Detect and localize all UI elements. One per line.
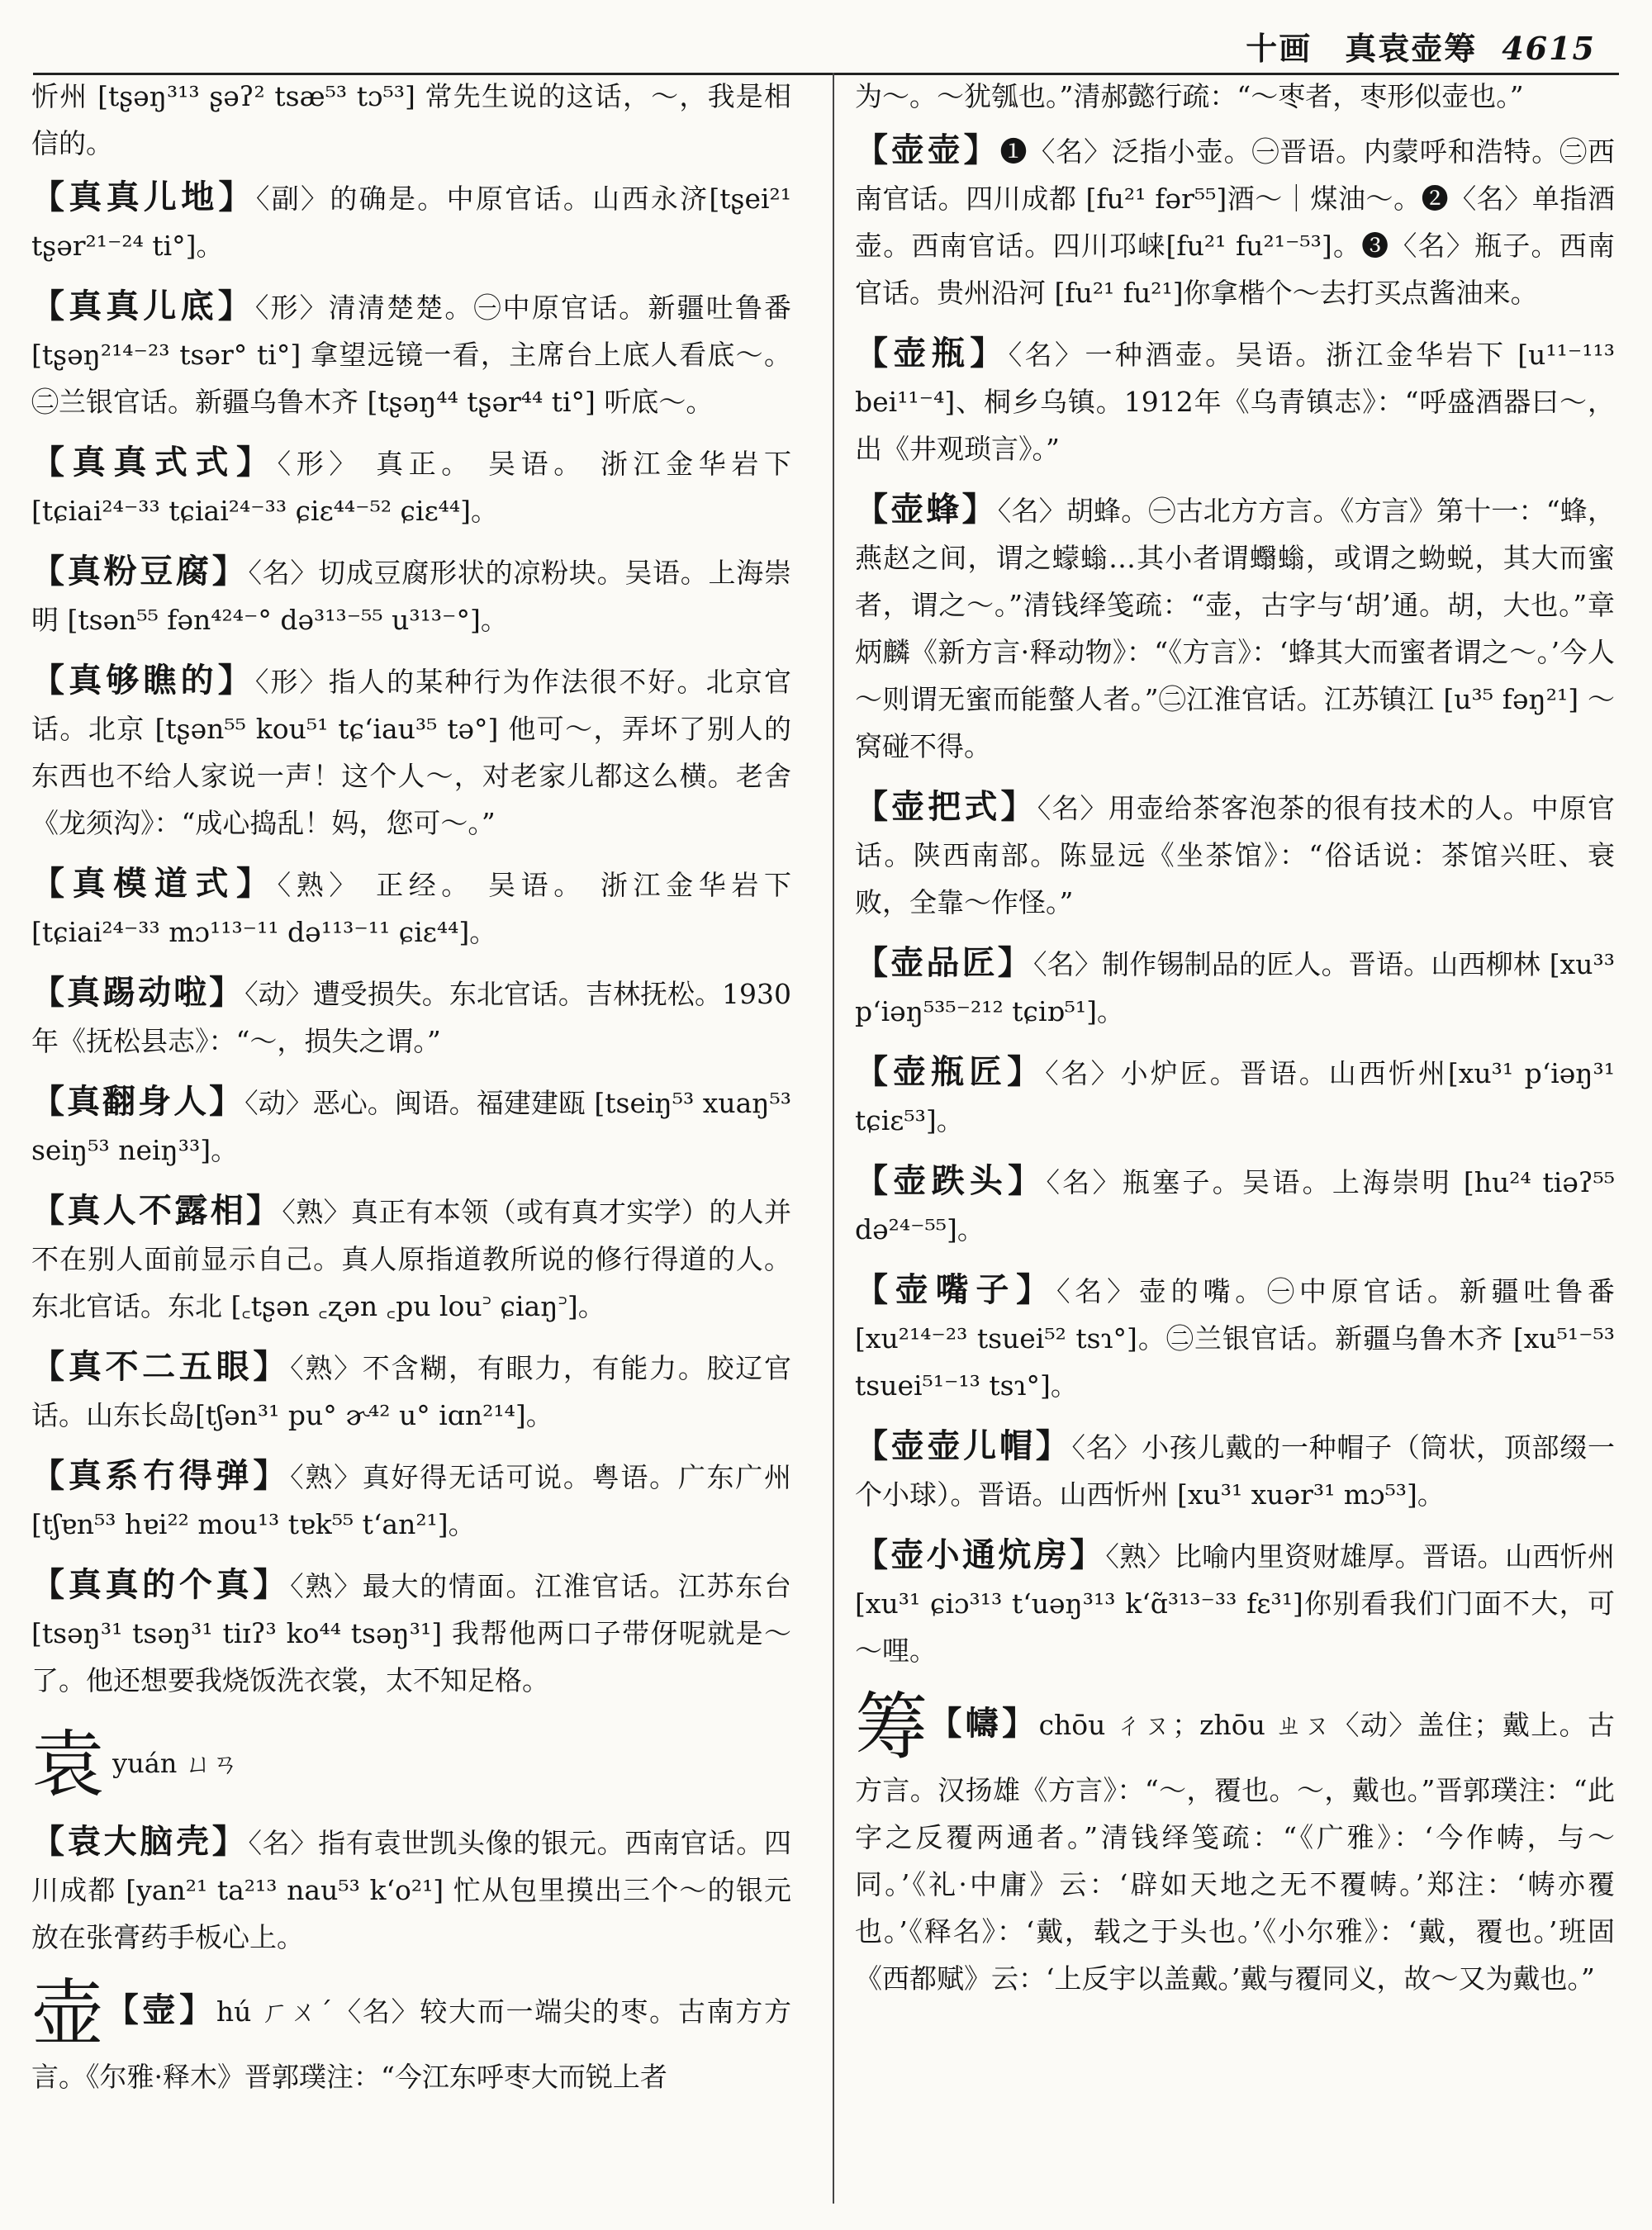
entry-headword: 【壶蜂】 xyxy=(855,490,998,529)
dictionary-entry xyxy=(855,939,1615,1035)
entry-headword: 【真不二五眼】 xyxy=(31,1347,291,1386)
entry-headword: 【真真儿地】 xyxy=(31,178,256,216)
dictionary-entry xyxy=(855,1531,1615,1674)
entry-definition: 〈动〉恶心。闽语。福建建瓯 [tseiŋ⁵³ xuaŋ⁵³ seiŋ⁵³ neiŋ³³]。 xyxy=(31,1087,791,1166)
page-header xyxy=(0,12,1652,69)
entry-headword: 【壶壶儿帽】 xyxy=(855,1426,1072,1465)
entry-headword: 【真系冇得弹】 xyxy=(31,1456,291,1495)
hu-character-entry xyxy=(31,1971,791,2100)
entry-headword: 【壶嘴子】 xyxy=(855,1270,1056,1309)
chou-definition: chōu ㄔㄡ；zhōu ㄓㄡ〈动〉盖住；戴上。古方言。汉扬雄《方言》：“～，覆也。～，戴也。”晋郭璞注：“此字之反覆两通者。”清钱绎笺疏：“《广雅》：‘今作帱，与～同。’《礼·中庸》云：‘辟如天地之无不覆帱。’郑注：‘帱亦覆也。’《释名》：‘戴，载之于头也。’《小尔雅》：‘戴，覆也。’班固《西都赋》云：‘上反宇以盖戴。’戴与覆同义，故～又为戴也。” xyxy=(855,1709,1615,1995)
yuan-character-heading xyxy=(31,1722,791,1807)
entry-definition: 〈副〉的确是。中原官话。山西永济[tʂei²¹ tʂər²¹⁻²⁴ ti°]。 xyxy=(31,183,791,262)
entry-definition: 〈动〉遭受损失。东北官话。吉林抚松。1930年《抚松县志》：“～，损失之谓。” xyxy=(31,978,791,1057)
entry-headword: 【真真式式】 xyxy=(31,443,278,482)
chou-character: 筹 xyxy=(855,1684,929,1769)
chou-character-entry xyxy=(855,1684,1615,2002)
continuation-text: 为～。～犹瓠也。”清郝懿行疏：“～枣者，枣形似壶也。” xyxy=(855,80,1524,112)
dictionary-entry xyxy=(31,1187,791,1330)
hu-character: 壶 xyxy=(31,1971,106,2056)
entry-headword: 【壶小通炕房】 xyxy=(855,1535,1106,1574)
dictionary-entry xyxy=(31,657,791,847)
yuan-reading: yuán ㄩㄢ xyxy=(112,1748,239,1779)
entry-definition: 〈熟〉 正经。 吴语。 浙江金华岩下 [tɕiai²⁴⁻³³ mɔ¹¹³⁻¹¹ də¹¹³⁻¹¹ ɕiɛ⁴⁴]。 xyxy=(31,869,791,948)
entry-headword: 【壶壶】 xyxy=(855,130,1000,169)
dictionary-entry xyxy=(31,1561,791,1704)
dictionary-entry xyxy=(31,439,791,534)
entry-headword: 【壶品匠】 xyxy=(855,943,1033,982)
entry-headword: 【真真的个真】 xyxy=(31,1565,291,1604)
yuan-entries xyxy=(31,1818,791,1961)
dictionary-entry xyxy=(31,282,791,425)
entry-headword: 【真人不露相】 xyxy=(31,1191,282,1230)
entry-definition: 〈名〉指有袁世凯头像的银元。西南官话。四川成都 [yan²¹ ta²¹³ nau⁵³ kʻo²¹] 忙从包里摸出三个～的银元放在张膏药手板心上。 xyxy=(31,1827,791,1953)
dictionary-entry xyxy=(855,486,1615,770)
entry-definition: 〈名〉胡蜂。㊀古北方方言。《方言》第十一：“蜂，燕赵之间，谓之蠓螉…其小者谓蠮螉，或谓之蚴蜕，其大而蜜者，谓之～。”清钱绎笺疏：“壶，古字与‘胡’通。胡，大也。”章炳麟《新方言·释动物》：“《方言》：‘蜂其大而蜜者谓之～。’今人～则谓无蜜而能螫人者。”㊁江淮官话。江苏镇江 [u³⁵ fəŋ²¹] ～窝碰不得。 xyxy=(855,495,1615,762)
hu-entries xyxy=(855,126,1615,1674)
entry-headword: 【真粉豆腐】 xyxy=(31,552,249,591)
dictionary-entry xyxy=(855,126,1615,316)
entry-definition: 〈名〉壶的嘴。㊀中原官话。新疆吐鲁番 [xu²¹⁴⁻²³ tsuei⁵² tsɿ°]。㊁兰银官话。新疆乌鲁木齐 [xu⁵¹⁻⁵³ tsuei⁵¹⁻¹³ tsɿ°]。 xyxy=(855,1275,1615,1402)
hu-definition: hú ㄏㄨˊ〈名〉较大而一端尖的枣。古南方方言。《尔雅·释木》晋郭璞注：“今江东呼枣大而锐上者 xyxy=(31,1995,791,2093)
entry-headword: 【壶跌头】 xyxy=(855,1161,1047,1200)
left-column xyxy=(31,73,791,2204)
dictionary-entry xyxy=(855,783,1615,926)
entry-definition: 〈形〉 真正。 吴语。 浙江金华岩下 [tɕiai²⁴⁻³³ tɕiai²⁴⁻³³ ɕiɛ⁴⁴⁻⁵² ɕiɛ⁴⁴]。 xyxy=(31,448,791,527)
right-column xyxy=(855,73,1615,2204)
entry-definition: 〈名〉瓶塞子。吴语。上海崇明 [hu²⁴ tiəʔ⁵⁵ də²⁴⁻⁵⁵]。 xyxy=(855,1166,1615,1245)
entry-headword: 【壶把式】 xyxy=(855,787,1037,826)
dictionary-entry xyxy=(31,969,791,1065)
entry-definition: 〈名〉用壶给茶客泡茶的很有技术的人。中原官话。陕西南部。陈显远《坐茶馆》：“俗话说：茶馆兴旺、衰败，全靠～作怪。” xyxy=(855,792,1615,918)
column-divider xyxy=(833,73,834,2204)
continuation-text: 忻州 [tʂəŋ³¹³ ʂəʔ² tsæ⁵³ tɔ⁵³] 常先生说的这话，～，我是相信的。 xyxy=(31,80,791,159)
entry-headword: 【袁大脑壳】 xyxy=(31,1822,249,1861)
entry-definition: 〈名〉切成豆腐形状的凉粉块。吴语。上海崇明 [tsən⁵⁵ fən⁴²⁴⁻° də³¹³⁻⁵⁵ u³¹³⁻°]。 xyxy=(31,557,791,636)
page-number: 4615 xyxy=(1502,30,1596,67)
header-title: 十画 真袁壶筹 xyxy=(1246,30,1478,67)
yuan-character: 袁 xyxy=(31,1722,105,1807)
entry-definition: 〈熟〉不含糊，有眼力，有能力。胶辽官话。山东长岛[tʃən³¹ pu° ɚ⁴² u° iɑn²¹⁴]。 xyxy=(31,1352,791,1431)
dictionary-entry xyxy=(31,548,791,643)
entry-headword: 【壶瓶】 xyxy=(855,334,1009,372)
running-head xyxy=(1246,23,1596,69)
dictionary-entry xyxy=(855,1048,1615,1144)
entry-headword: 【真够瞧的】 xyxy=(31,661,255,700)
entry-headword: 【真踢动啦】 xyxy=(31,973,245,1012)
dictionary-entry xyxy=(855,1422,1615,1518)
entry-headword: 【真模道式】 xyxy=(31,864,278,903)
entry-definition: 〈名〉小炉匠。晋语。山西忻州[xu³¹ pʻiəŋ³¹ tɕiɛ⁵³]。 xyxy=(855,1057,1615,1136)
entry-definition: 〈形〉清清楚楚。㊀中原官话。新疆吐鲁番 [tʂəŋ²¹⁴⁻²³ tsər° ti°] 拿望远镜一看，主席台上底人看底～。㊁兰银官话。新疆乌鲁木齐 [tʂəŋ⁴⁴ tʂər⁴⁴ ti°] 听底～。 xyxy=(31,292,791,418)
entry-definition: 〈名〉小孩儿戴的一种帽子（筒状，顶部缀一个小球）。晋语。山西忻州 [xu³¹ xuər³¹ mɔ⁵³]。 xyxy=(855,1431,1615,1511)
entry-definition: 〈熟〉比喻内里资财雄厚。晋语。山西忻州[xu³¹ ɕiɔ³¹³ tʻuəŋ³¹³ kʻɑ̃³¹³⁻³³ fɛ³¹]你别看我们门面不大，可～哩。 xyxy=(855,1540,1615,1667)
dictionary-entry xyxy=(31,1078,791,1174)
dictionary-entry xyxy=(31,173,791,269)
dictionary-entry xyxy=(31,1343,791,1439)
dictionary-entry xyxy=(855,330,1615,472)
chou-variant: 【幬】 xyxy=(928,1704,1039,1743)
entry-headword: 【真翻身人】 xyxy=(31,1082,245,1121)
entry-headword: 【真真儿底】 xyxy=(31,287,255,325)
dictionary-entry xyxy=(855,1157,1615,1253)
entry-definition: 〈名〉一种酒壶。吴语。浙江金华岩下 [u¹¹⁻¹¹³ bei¹¹⁻⁴]、桐乡乌镇。1912年《乌青镇志》：“呼盛酒器曰～，出《井观琐言》。” xyxy=(855,339,1615,465)
entry-definition: ❶〈名〉泛指小壶。㊀晋语。内蒙呼和浩特。㊁西南官话。四川成都 [fu²¹ fər⁵⁵]酒～｜煤油～。❷〈名〉单指酒壶。西南官话。四川邛崃[fu²¹ fu²¹⁻⁵³]。❸〈名〉瓶子。西南官话。贵州沿河 [fu²¹ fu²¹]你拿楷个～去打买点酱油来。 xyxy=(855,135,1615,309)
entry-definition: 〈熟〉真好得无话可说。粤语。广东广州 [tʃɐn⁵³ hɐi²² mou¹³ tɐk⁵⁵ tʻan²¹]。 xyxy=(31,1461,791,1540)
dictionary-entry xyxy=(855,1266,1615,1409)
dictionary-entry xyxy=(31,1818,791,1961)
entry-definition: 〈名〉制作锡制品的匠人。晋语。山西柳林 [xu³³ pʻiəŋ⁵³⁵⁻²¹² tɕiɒ⁵¹]。 xyxy=(855,948,1615,1027)
entry-definition: 〈熟〉最大的情面。江淮官话。江苏东台 [tsəŋ³¹ tsəŋ³¹ tiɪʔ³ ko⁴⁴ tsəŋ³¹] 我帮他两口子带伢呢就是～了。他还想要我烧饭洗衣裳，太不知足格。 xyxy=(31,1570,791,1696)
entry-definition: 〈熟〉真正有本领（或有真才实学）的人并不在别人面前显示自己。真人原指道教所说的修行得道的人。东北官话。东北 [꜀tʂən ꜀ʐən ꜀pu lou꜄ ɕiaŋ꜄]。 xyxy=(31,1196,791,1322)
zhen-entries xyxy=(31,173,791,1704)
entry-definition: 〈形〉指人的某种行为作法很不好。北京官话。北京 [tʂən⁵⁵ kou⁵¹ tɕʻiau³⁵ tə°] 他可～，弄坏了别人的东西也不给人家说一声！这个人～，对老家儿都这么横。老舍《龙须沟》：“成心捣乱！妈，您可～。” xyxy=(31,666,791,839)
dictionary-entry xyxy=(31,1452,791,1548)
hu-variant: 【壸】 xyxy=(105,1990,216,2029)
dictionary-entry xyxy=(31,860,791,956)
entry-headword: 【壶瓶匠】 xyxy=(855,1052,1046,1091)
